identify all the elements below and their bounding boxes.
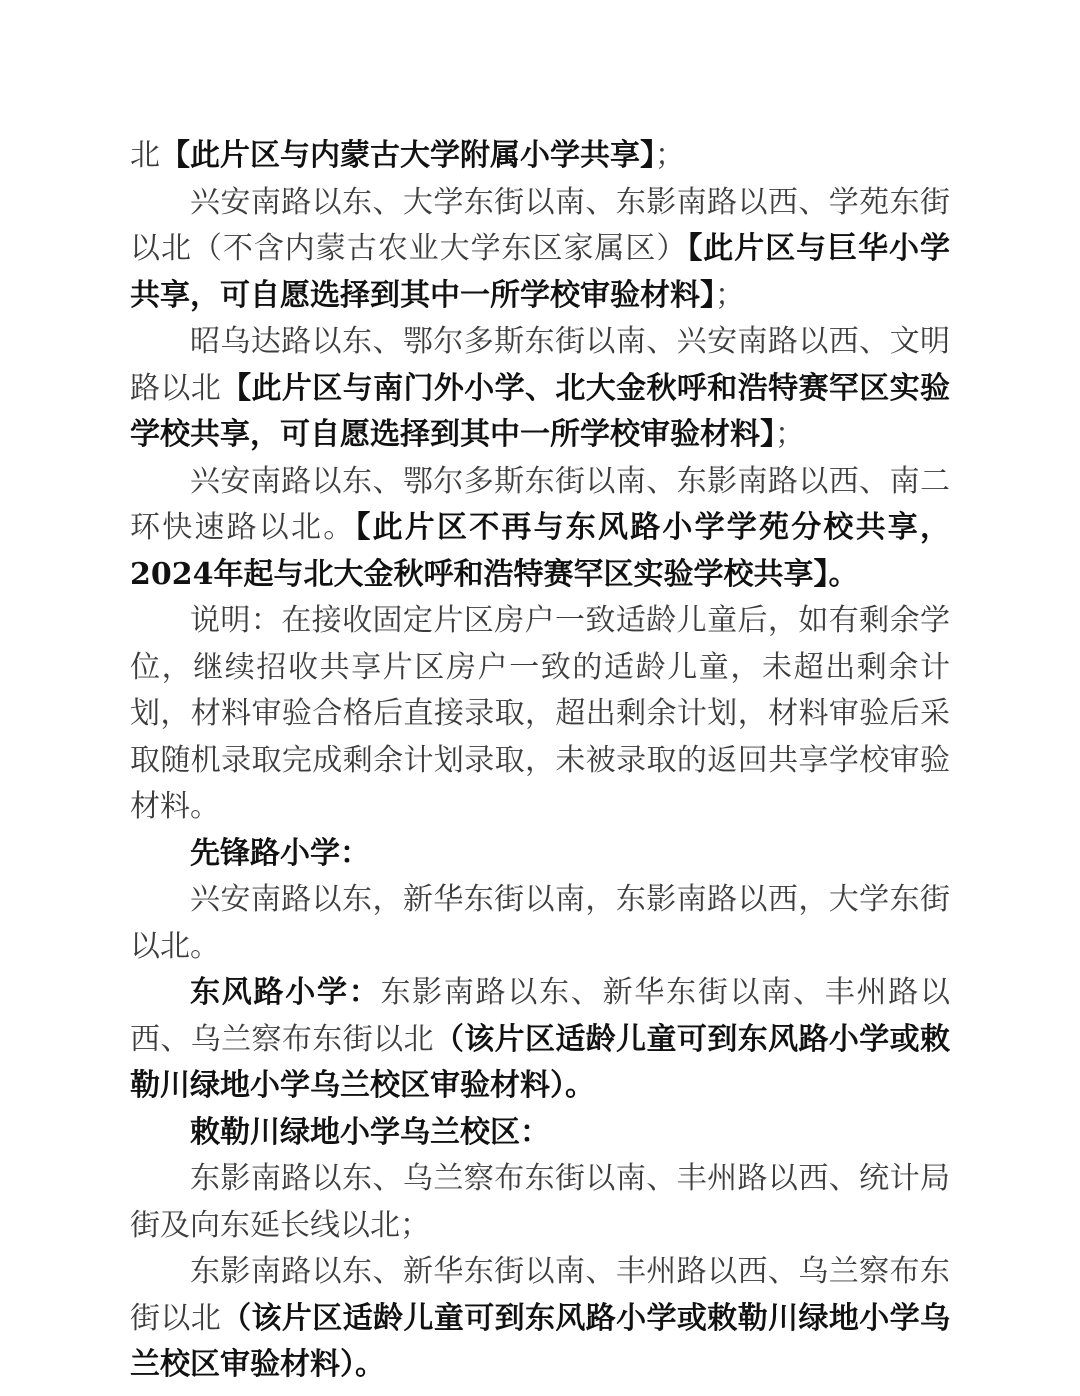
school-heading-chilechuan — [130, 1110, 950, 1157]
paragraph-3 — [130, 319, 950, 459]
text-run: 东影南路以东、乌兰察布东街以南、丰州路以西、统计局街及向东延长线以北； — [130, 1161, 950, 1243]
paragraph-1 — [130, 133, 950, 180]
paragraph-4 — [130, 459, 950, 599]
bold-text-run: （该片区适龄儿童可到东风路小学或敕勒川绿地小学乌兰校区审验材料）。 — [130, 1021, 951, 1103]
text-run: 说明：在接收固定片区房户一致适龄儿童后，如有剩余学位，继续招收共享片区房户一致的适龄儿童，未超出剩余计划，材料审验合格后直接录取，超出剩余计划，材料审验后采取随机录取完成剩余计划录取，未被录取的返回共享学校审验材料。 — [130, 603, 950, 824]
text-run: ； — [715, 277, 745, 313]
bold-text-run: 【此片区与内蒙古大学附属小学共享】 — [160, 138, 655, 173]
paragraph-2 — [130, 180, 950, 320]
paragraph-note — [130, 598, 950, 831]
bold-text-run: （该片区适龄儿童可到东风路小学或敕勒川绿地小学乌兰校区审验材料）。 — [130, 1300, 951, 1382]
text-run: 北 — [130, 138, 160, 173]
text-run: 昭乌达路以东、鄂尔多斯东街以南、兴安南路以西、文明路以北 — [130, 324, 950, 406]
text-run: 兴安南路以东、鄂尔多斯东街以南、东影南路以西、南二环快速路以北。 — [130, 463, 950, 545]
paragraph-chilechuan-area-1 — [130, 1156, 950, 1249]
text-run: 东影南路以东、新华东街以南、丰州路以西、乌兰察布东街以北 — [130, 975, 951, 1057]
bold-text-run: 先锋路小学： — [190, 835, 370, 871]
paragraph-dongfenglu — [130, 970, 950, 1110]
bold-text-run: 【此片区与南门外小学、北大金秋呼和浩特赛罕区实验学校共享，可自愿选择到其中一所学校审验材料】 — [130, 370, 951, 452]
text-run: 东影南路以东、新华东街以南、丰州路以西、乌兰察布东街以北 — [130, 1254, 950, 1336]
bold-text-run: 【此片区与巨华小学共享，可自愿选择到其中一所学校审验材料】 — [130, 231, 951, 313]
text-run: ； — [655, 138, 685, 173]
bold-text-run: 【此片区不再与东风路小学学苑分校共享，2024年起与北大金秋呼和浩特赛罕区实验学校共享】。 — [130, 510, 951, 592]
bold-text-run: 东风路小学： — [190, 975, 381, 1010]
text-run: ； — [775, 417, 805, 452]
text-run: 兴安南路以东、大学东街以南、东影南路以西、学苑东街以北（不含内蒙古农业大学东区家属区） — [130, 184, 950, 266]
text-run: 兴安南路以东，新华东街以南，东影南路以西，大学东街以北。 — [130, 882, 950, 964]
school-heading-xianfenglu — [130, 831, 950, 878]
paragraph-xianfenglu-area — [130, 877, 950, 970]
bold-text-run: 敕勒川绿地小学乌兰校区： — [190, 1114, 550, 1150]
paragraph-chilechuan-area-2 — [130, 1249, 950, 1389]
